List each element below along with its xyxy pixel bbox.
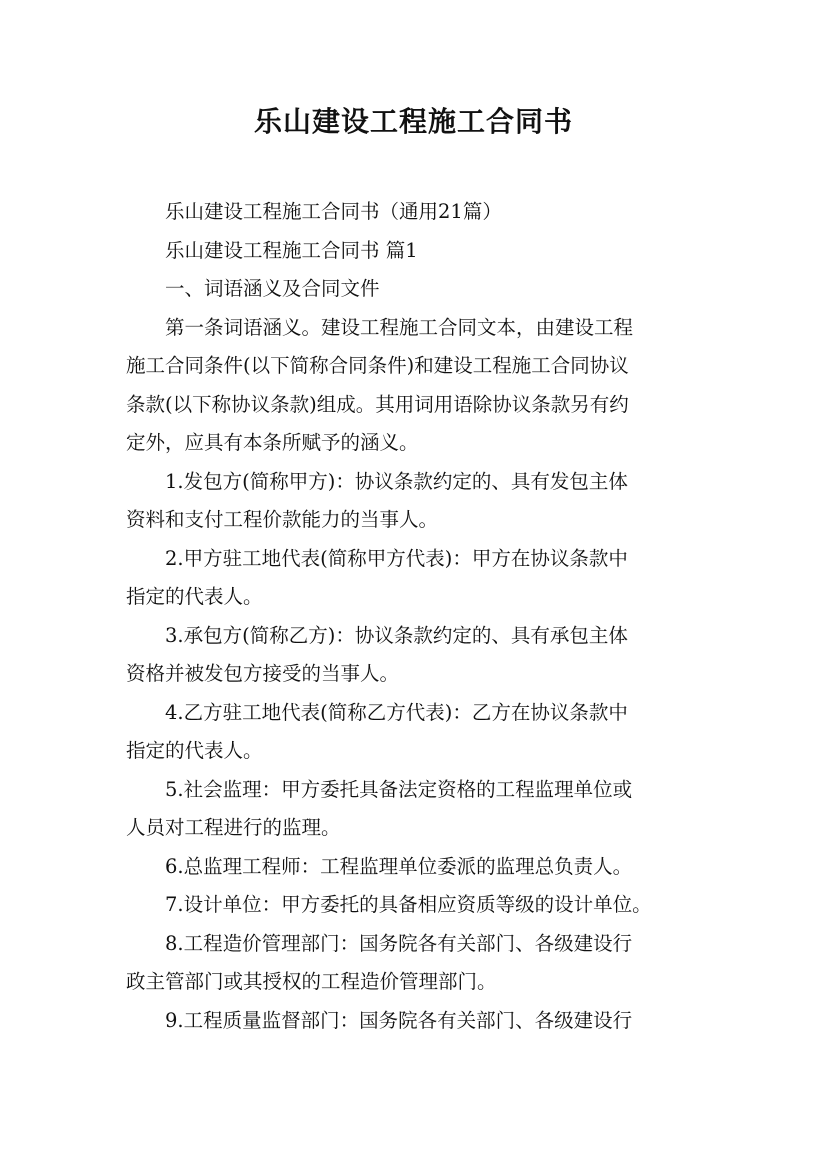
- paragraph: [126, 886, 726, 925]
- paragraph-line: 定外，应具有本条所赋予的涵义。: [126, 431, 419, 454]
- paragraph-line: 人员对工程进行的监理。: [126, 816, 341, 839]
- paragraph-line: 4.乙方驻工地代表(简称乙方代表)：乙方在协议条款中: [165, 700, 628, 724]
- paragraph: [126, 617, 726, 694]
- paragraph-line: 1.发包方(简称甲方)：协议条款约定的、具有发包主体: [165, 469, 628, 493]
- paragraph: [126, 540, 726, 617]
- paragraph-line: 条款(以下称协议条款)组成。其用词用语除协议条款另有约: [126, 392, 629, 416]
- paragraph-line: 乐山建设工程施工合同书（通用21篇）: [165, 200, 502, 223]
- paragraph-line: 政主管部门或其授权的工程造价管理部门。: [126, 970, 497, 993]
- paragraph-line: 6.总监理工程师：工程监理单位委派的监理总负责人。: [165, 854, 633, 878]
- paragraph-line: 一、词语涵义及合同文件: [165, 277, 380, 300]
- document-title: 乐山建设工程施工合同书: [253, 105, 573, 138]
- paragraph: [126, 771, 726, 848]
- document-body: [126, 193, 726, 1040]
- paragraph-line: 资格并被发包方接受的当事人。: [126, 662, 400, 685]
- paragraph: [126, 925, 726, 1002]
- paragraph: [126, 309, 726, 463]
- paragraph: [126, 1002, 726, 1041]
- paragraph-line: 5.社会监理：甲方委托具备法定资格的工程监理单位或: [165, 777, 633, 801]
- paragraph: [126, 694, 726, 771]
- paragraph-line: 9.工程质量监督部门：国务院各有关部门、各级建设行: [165, 1008, 633, 1032]
- paragraph: [126, 193, 726, 232]
- paragraph-line: 施工合同条件(以下简称合同条件)和建设工程施工合同协议: [126, 354, 629, 377]
- paragraph-line: 指定的代表人。: [126, 739, 263, 762]
- paragraph-line: 第一条词语涵义。建设工程施工合同文本，由建设工程: [165, 315, 634, 339]
- paragraph: [126, 848, 726, 887]
- paragraph-line: 乐山建设工程施工合同书 篇1: [165, 238, 418, 262]
- paragraph-line: 资料和支付工程价款能力的当事人。: [126, 508, 439, 531]
- paragraph-line: 指定的代表人。: [126, 585, 263, 608]
- paragraph: [126, 463, 726, 540]
- paragraph-line: 8.工程造价管理部门：国务院各有关部门、各级建设行: [165, 931, 633, 955]
- paragraph: [126, 232, 726, 271]
- paragraph-line: 7.设计单位：甲方委托的具备相应资质等级的设计单位。: [165, 893, 652, 916]
- section-heading: [126, 270, 726, 309]
- paragraph-line: 2.甲方驻工地代表(简称甲方代表)：甲方在协议条款中: [165, 546, 628, 570]
- paragraph-line: 3.承包方(简称乙方)：协议条款约定的、具有承包主体: [165, 623, 628, 647]
